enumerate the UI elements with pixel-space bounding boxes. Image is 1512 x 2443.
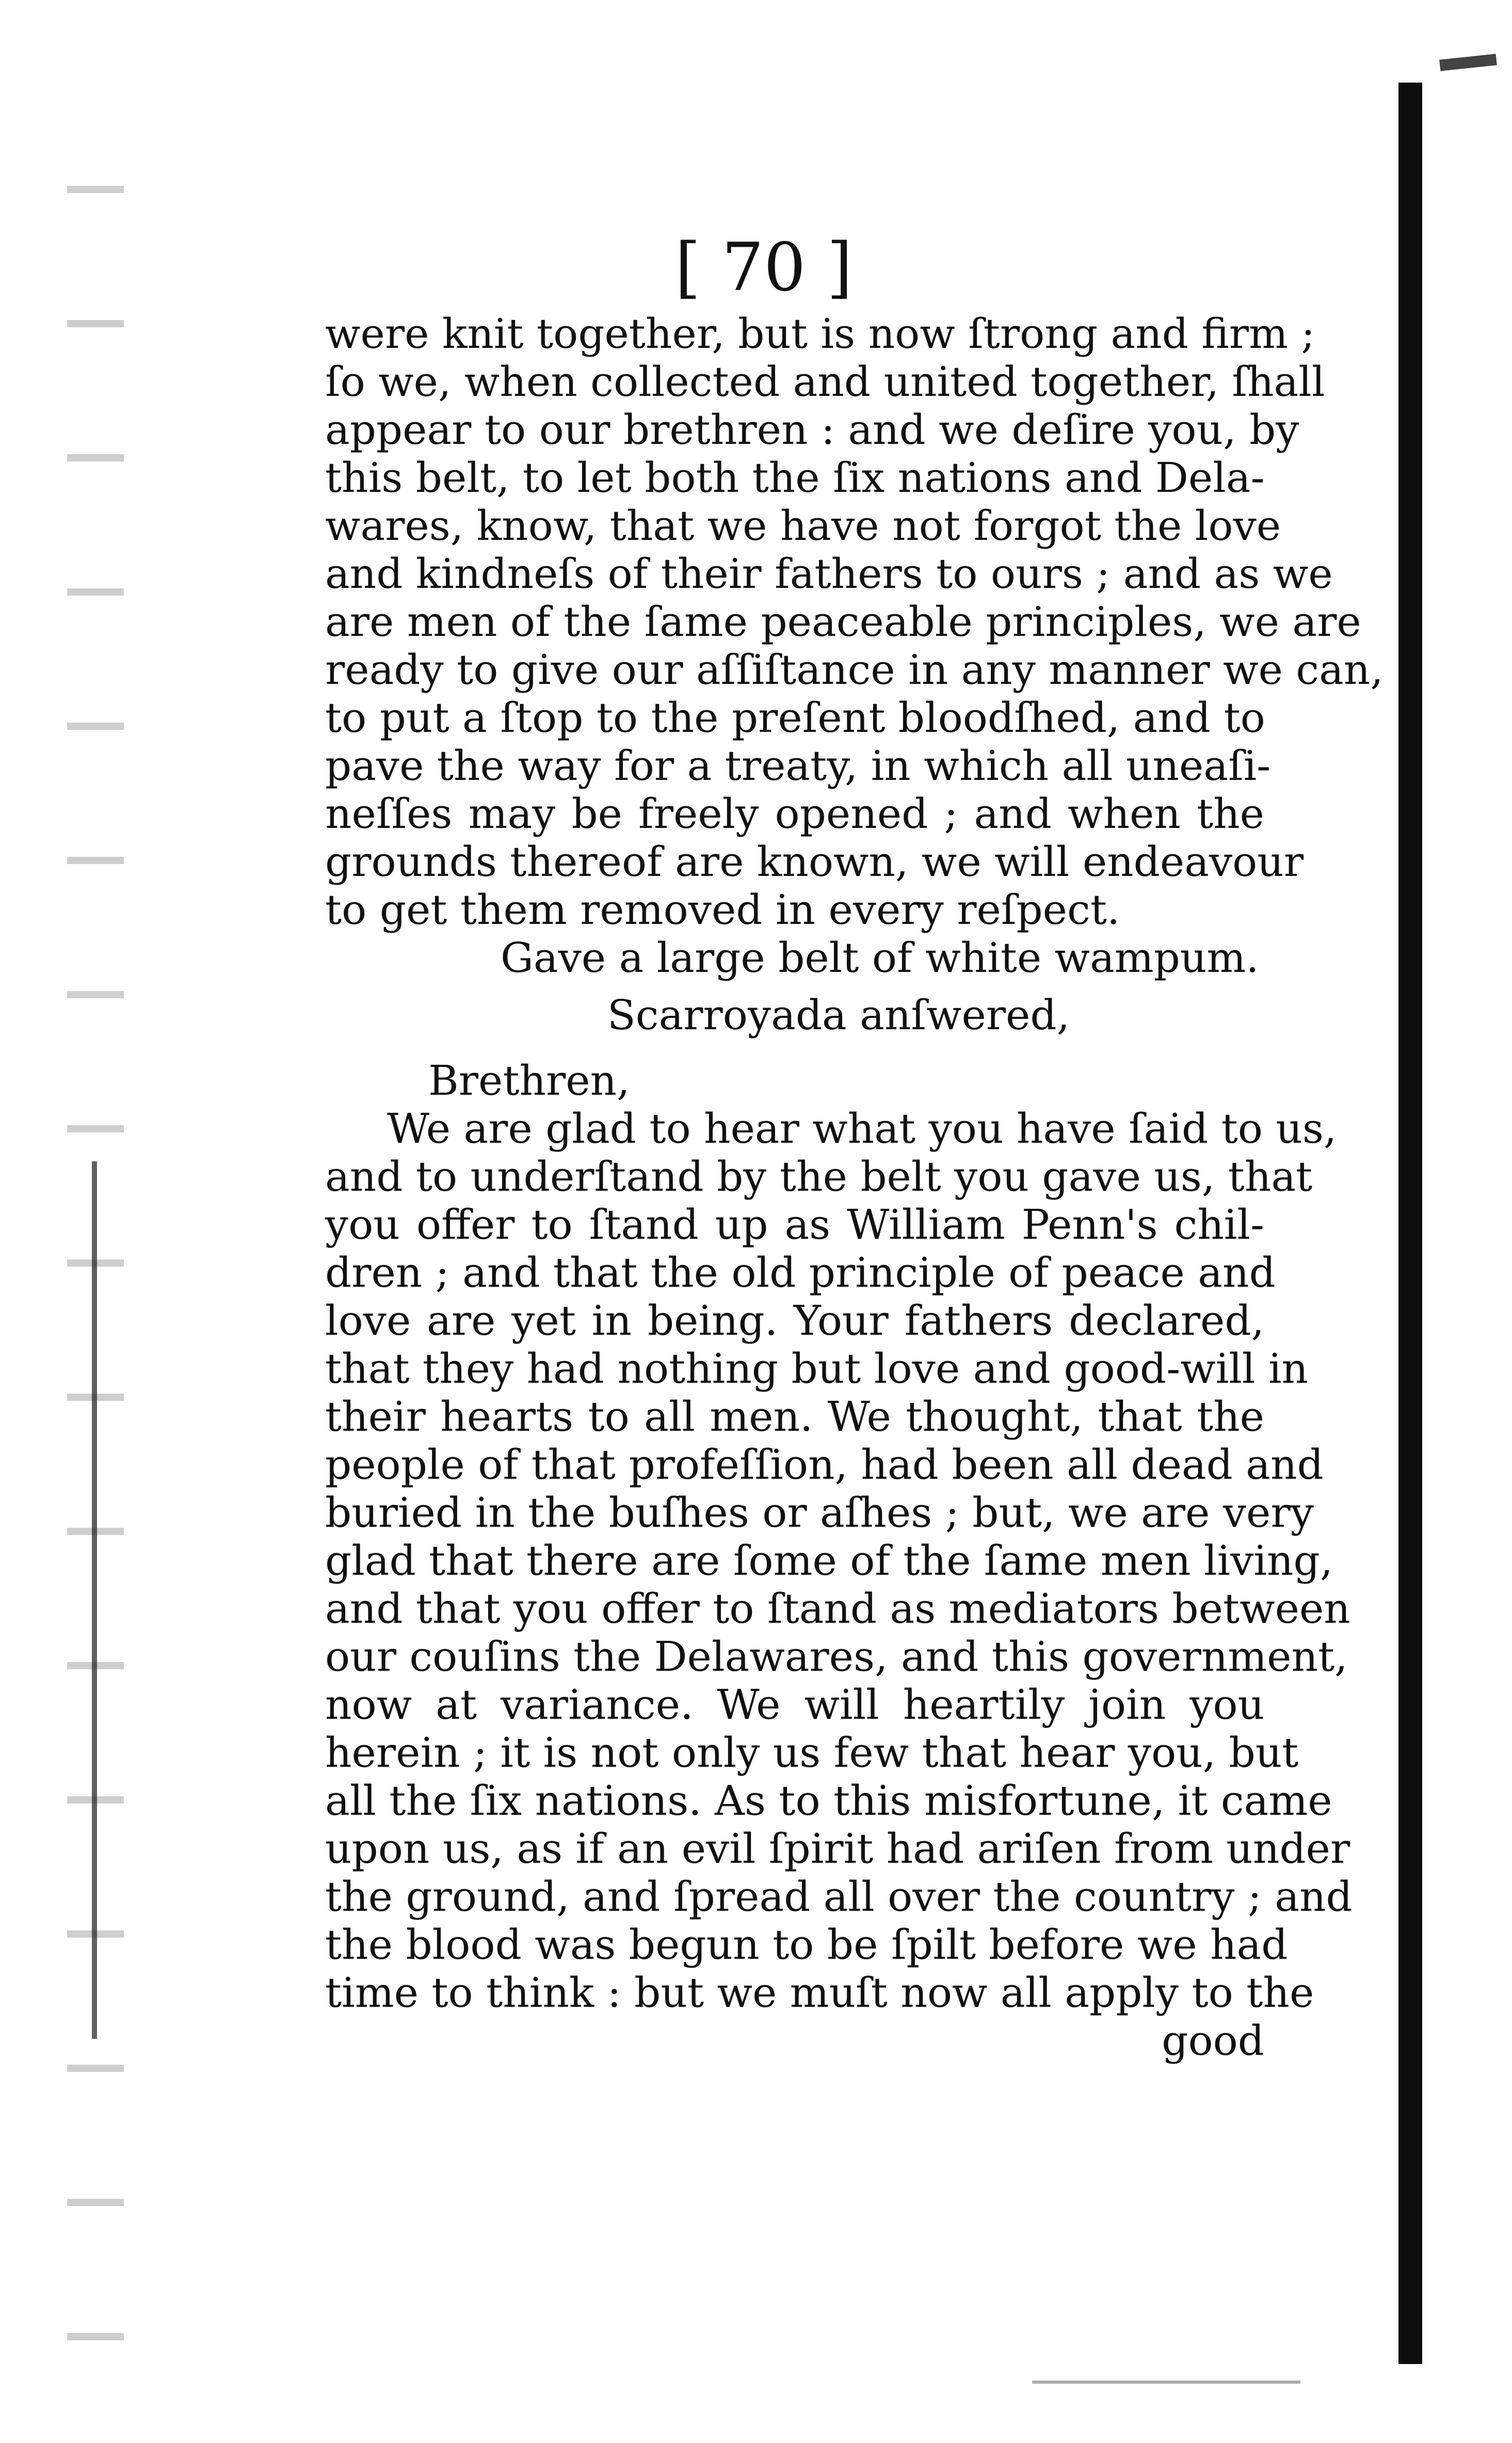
text-line: pave the way for a treaty, in which all uneaſi- (325, 742, 1271, 790)
text-line: are men of the ſame peaceable principles, we are (325, 598, 1361, 646)
paragraph-1 (325, 310, 1384, 934)
paragraph-2 (325, 1105, 1353, 2017)
text-line: dren ; and that the old principle of peace and (325, 1249, 1276, 1297)
text-line: wares, know, that we have not forgot the love (325, 502, 1281, 550)
text-line: that they had nothing but love and good-will in (325, 1345, 1308, 1393)
text-line: grounds thereof are known, we will endeavour (325, 838, 1304, 886)
text-line: upon us, as if an evil ſpirit had ariſen from under (325, 1825, 1350, 1873)
text-line: to get them removed in every reſpect. (325, 886, 1120, 934)
text-line: ſo we, when collected and united together, ſhall (325, 358, 1325, 406)
bottom-scan-mark (1032, 2381, 1300, 2384)
text-line: now at variance. We will heartily join you (325, 1681, 1264, 1729)
text-line: people of that profeſſion, had been all dead and (325, 1441, 1324, 1489)
text-line: appear to our brethren : and we deſire you, by (325, 406, 1299, 454)
page-edge-mark (1439, 54, 1497, 71)
speaker-heading: Scarroyada anſwered, (607, 991, 1070, 1039)
text-line: the ground, and ſpread all over the country ; and (325, 1873, 1353, 1921)
text-line: to put a ſtop to the preſent bloodſhed, and to (325, 694, 1265, 742)
text-line: and to underſtand by the belt you gave us, that (325, 1153, 1313, 1201)
text-line: buried in the buſhes or aſhes ; but, we are very (325, 1489, 1314, 1537)
salutation: Brethren, (428, 1057, 630, 1105)
text-line: our couſins the Delawares, and this government, (325, 1633, 1348, 1681)
page-number: [ 70 ] (674, 229, 853, 306)
catchword: good (1162, 2017, 1264, 2065)
binding-gutter-line (92, 1161, 97, 2039)
text-line: We are glad to hear what you have ſaid to us, (387, 1105, 1337, 1153)
text-line: you offer to ſtand up as William Penn's chil- (325, 1201, 1264, 1249)
text-line: their hearts to all men. We thought, that the (325, 1393, 1264, 1441)
text-line: love are yet in being. Your fathers declared, (325, 1297, 1264, 1345)
text-line: were knit together, but is now ſtrong and firm ; (325, 310, 1315, 358)
text-line: this belt, to let both the ſix nations and Dela- (325, 454, 1265, 502)
text-line: and kindneſs of their fathers to ours ; and as we (325, 550, 1333, 598)
wampum-caption: Gave a large belt of white wampum. (501, 934, 1259, 982)
body-text (325, 310, 1384, 2065)
text-line: glad that there are ſome of the ſame men living, (325, 1537, 1333, 1585)
text-line: and that you offer to ſtand as mediators between (325, 1585, 1350, 1633)
text-line: neſſes may be freely opened ; and when the (325, 790, 1264, 838)
text-line: herein ; it is not only us few that hear you, but (325, 1729, 1299, 1777)
text-line: ready to give our aſſiſtance in any manner we can, (325, 646, 1384, 694)
text-line: all the ſix nations. As to this misfortune, it came (325, 1777, 1332, 1825)
text-line: the blood was begun to be ſpilt before we had (325, 1921, 1288, 1969)
page-edge-shadow (1398, 83, 1422, 2364)
text-line: time to think : but we muſt now all apply to the (325, 1969, 1314, 2017)
